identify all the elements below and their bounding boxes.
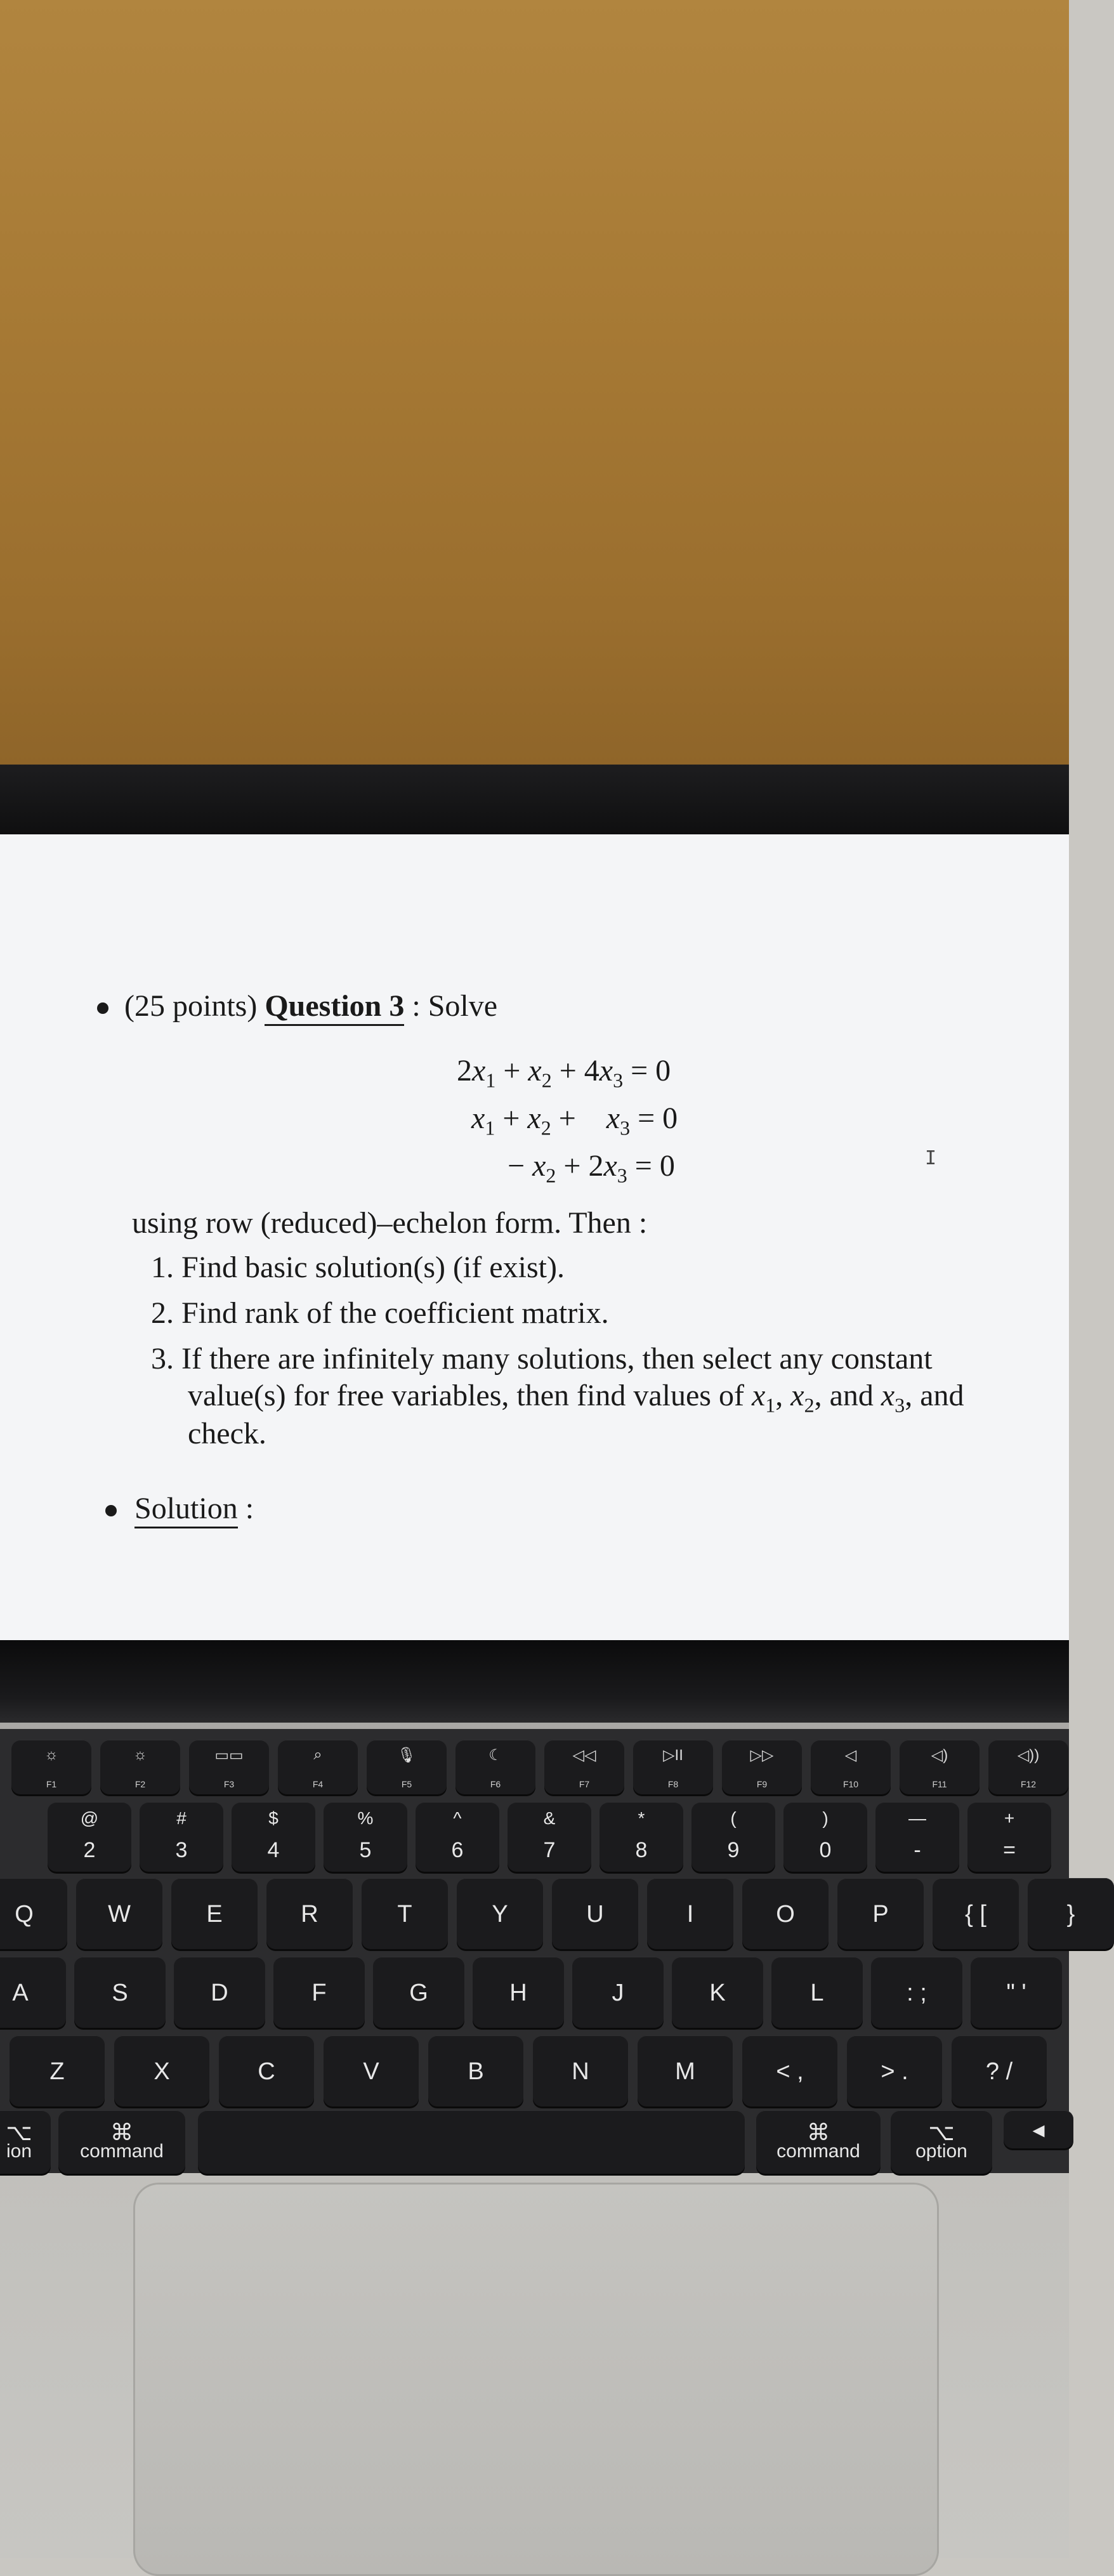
fn-icon-f8: ▷II — [663, 1747, 683, 1764]
fn-label-f1: F1 — [46, 1779, 57, 1789]
key-T[interactable] — [362, 1878, 448, 1949]
key-arrow-left[interactable] — [1004, 2110, 1073, 2148]
key-f11[interactable] — [900, 1740, 980, 1794]
task-3-line-1: 3. If there are infinitely many solutions, then select any constant — [151, 1342, 933, 1376]
key-label-a-1: S — [112, 1980, 128, 2006]
fn-label-f5: F5 — [401, 1779, 412, 1789]
key-f4[interactable] — [278, 1740, 358, 1794]
key-f1[interactable] — [11, 1740, 91, 1794]
key-label-a-6: J — [612, 1980, 624, 2006]
key-f2[interactable] — [100, 1740, 180, 1794]
key-top-8: ) — [822, 1808, 829, 1828]
key-bot-9: - — [914, 1838, 921, 1862]
fn-icon-f12: ◁)) — [1017, 1747, 1040, 1764]
key-f[interactable] — [273, 1957, 365, 2028]
key-3[interactable] — [140, 1802, 223, 1872]
key-h[interactable] — [473, 1957, 564, 2028]
key-label-z-1: X — [154, 2058, 170, 2085]
key-punct-a-10[interactable] — [971, 1957, 1062, 2028]
key-label-z-9: ? / — [985, 2058, 1013, 2085]
key-bot-2: 4 — [267, 1838, 280, 1862]
option-icon-right: ⌥ — [928, 2119, 955, 2145]
key-R[interactable] — [266, 1878, 353, 1949]
key-bot-4: 6 — [451, 1838, 464, 1862]
equation-1: $2x_1 + x_2 + 4x_3 = 0$ — [457, 1054, 671, 1092]
key-left-option[interactable] — [0, 2110, 51, 2174]
key-O[interactable] — [742, 1878, 829, 1949]
fn-icon-f5: 🎙 — [396, 1747, 417, 1764]
key-7[interactable] — [508, 1802, 591, 1872]
method-line: using row (reduced)–echelon form. Then : — [132, 1206, 648, 1240]
key-label-a-2: D — [211, 1980, 228, 2006]
left-option-label: ion — [6, 2141, 32, 2162]
key-label-q-3: R — [301, 1901, 318, 1928]
key-k[interactable] — [672, 1957, 763, 2028]
key-top-5: & — [543, 1808, 556, 1828]
key-label-q-7: I — [686, 1901, 694, 1928]
key-9[interactable] — [691, 1802, 775, 1872]
key-bot-0: 2 — [83, 1838, 96, 1862]
fn-label-f10: F10 — [842, 1779, 859, 1789]
fn-icon-f2: ☼ — [133, 1746, 147, 1763]
key-label-z-4: B — [468, 2058, 484, 2085]
key-punct-a-9[interactable] — [871, 1957, 962, 2028]
key-label-q-4: T — [397, 1901, 412, 1928]
key-z[interactable] — [10, 2035, 105, 2106]
fn-label-f2: F2 — [134, 1779, 146, 1789]
key-label-q-5: Y — [492, 1901, 508, 1928]
key-num-10[interactable] — [967, 1802, 1051, 1872]
solution-label: Solution — [134, 1492, 238, 1528]
key-bot-6: 8 — [635, 1838, 648, 1862]
key-top-10: + — [1004, 1808, 1015, 1828]
key-bot-1: 3 — [175, 1838, 188, 1862]
left-command-label: command — [80, 2141, 164, 2162]
option-icon-left: ⌥ — [6, 2119, 32, 2145]
key-label-a-7: K — [709, 1980, 726, 2006]
key-bot-7: 9 — [727, 1838, 740, 1862]
key-U[interactable] — [552, 1878, 638, 1949]
key-bot-8: 0 — [819, 1838, 832, 1862]
key-b[interactable] — [428, 2035, 523, 2106]
key-top-2: $ — [268, 1808, 278, 1828]
key-m[interactable] — [638, 2035, 733, 2106]
key-f9[interactable] — [722, 1740, 802, 1794]
key-label-q-2: E — [206, 1901, 223, 1928]
fn-icon-f6: ☾ — [488, 1747, 502, 1764]
key-f12[interactable] — [988, 1740, 1068, 1794]
key-bracket-10[interactable] — [933, 1878, 1019, 1949]
key-f7[interactable] — [544, 1740, 624, 1794]
right-command-label: command — [777, 2141, 860, 2162]
key-label-a-5: H — [509, 1980, 527, 2006]
key-label-a-9: : ; — [907, 1980, 927, 2006]
right-option-label: option — [915, 2141, 967, 2162]
key-label-q-8: O — [776, 1901, 795, 1928]
key-v[interactable] — [324, 2035, 419, 2106]
key-label-a-3: F — [311, 1980, 327, 2006]
fn-label-f11: F11 — [932, 1779, 947, 1789]
question-bullet — [97, 1002, 108, 1014]
key-top-4: ^ — [453, 1808, 462, 1828]
task-3-line-2: value(s) for free variables, then find values of $x_1$, $x_2$, and $x_3$, and — [188, 1379, 964, 1417]
key-d[interactable] — [174, 1957, 265, 2028]
key-c[interactable] — [219, 2035, 314, 2106]
key-label-z-6: M — [675, 2058, 695, 2085]
key-punct-z-8[interactable] — [847, 2035, 942, 2106]
key-label-q-10: { [ — [965, 1901, 986, 1928]
fn-icon-f7: ◁◁ — [572, 1747, 596, 1764]
fn-label-f3: F3 — [223, 1779, 235, 1789]
question-title: Question 3 — [265, 989, 404, 1026]
solution-colon: : — [245, 1492, 254, 1525]
key-W[interactable] — [76, 1878, 162, 1949]
key-right-command[interactable] — [756, 2110, 881, 2174]
key-label-a-10: " ' — [1006, 1980, 1026, 2006]
solve-word: : Solve — [412, 989, 498, 1023]
fn-icon-f4: ⌕ — [313, 1746, 322, 1763]
fn-label-f4: F4 — [312, 1779, 324, 1789]
arrow-left-icon: ◂ — [1032, 2117, 1045, 2143]
key-space[interactable] — [198, 2110, 745, 2174]
key-f5[interactable] — [367, 1740, 447, 1794]
command-icon-left: ⌘ — [110, 2119, 133, 2145]
key-Q[interactable] — [0, 1878, 67, 1949]
key-2[interactable] — [48, 1802, 131, 1872]
fn-icon-f9: ▷▷ — [750, 1747, 774, 1764]
command-icon-right: ⌘ — [807, 2119, 830, 2145]
key-I[interactable] — [647, 1878, 733, 1949]
key-top-0: @ — [80, 1808, 99, 1828]
key-punct-z-7[interactable] — [742, 2035, 837, 2106]
key-num-9[interactable] — [875, 1802, 959, 1872]
key-j[interactable] — [572, 1957, 664, 2028]
key-top-3: % — [357, 1808, 374, 1828]
key-label-a-4: G — [409, 1980, 428, 2006]
equation-3: − $x_2 + 2x_3 = 0$ — [508, 1149, 675, 1187]
key-label-a-8: L — [810, 1980, 824, 2006]
fn-label-f7: F7 — [579, 1779, 590, 1789]
fn-icon-f3: ▭▭ — [214, 1747, 244, 1764]
fn-label-f12: F12 — [1020, 1779, 1037, 1789]
key-top-1: # — [176, 1808, 187, 1828]
key-top-6: * — [638, 1808, 645, 1828]
key-[interactable] — [1028, 1878, 1114, 1949]
key-label-q-1: W — [108, 1901, 131, 1928]
points: (25 points) — [124, 989, 258, 1023]
fn-icon-f10: ◁ — [844, 1747, 857, 1764]
key-label-z-8: > . — [881, 2058, 908, 2085]
key-f10[interactable] — [811, 1740, 891, 1794]
key-bot-5: 7 — [543, 1838, 556, 1862]
key-x[interactable] — [114, 2035, 209, 2106]
task-3-line-3: check. — [188, 1417, 266, 1450]
fn-label-f9: F9 — [756, 1779, 768, 1789]
key-label-a-0: A — [12, 1980, 29, 2006]
key-Y[interactable] — [457, 1878, 543, 1949]
key-left-command[interactable] — [58, 2110, 185, 2174]
fn-label-f6: F6 — [490, 1779, 501, 1789]
task-1: 1. Find basic solution(s) (if exist). — [151, 1251, 565, 1284]
key-label-z-5: N — [572, 2058, 589, 2085]
equation-2: $x_1 + x_2 + x_3 = 0$ — [471, 1101, 678, 1140]
key-8[interactable] — [600, 1802, 683, 1872]
key-label-q-11: } — [1066, 1901, 1075, 1928]
key-g[interactable] — [373, 1957, 464, 2028]
key-label-z-0: Z — [49, 2058, 65, 2085]
key-f3[interactable] — [189, 1740, 269, 1794]
key-top-9: — — [908, 1808, 926, 1828]
solution-heading — [134, 1491, 254, 1526]
fn-label-f8: F8 — [667, 1779, 679, 1789]
key-f8[interactable] — [633, 1740, 713, 1794]
key-bot-10: = — [1003, 1838, 1016, 1862]
key-label-z-2: C — [258, 2058, 275, 2085]
question-header — [124, 989, 497, 1023]
key-5[interactable] — [324, 1802, 407, 1872]
key-E[interactable] — [171, 1878, 258, 1949]
key-6[interactable] — [416, 1802, 499, 1872]
key-top-7: ( — [730, 1808, 737, 1828]
fn-icon-f1: ☼ — [44, 1746, 58, 1763]
key-label-q-9: P — [872, 1901, 889, 1928]
key-label-q-0: Q — [15, 1901, 34, 1928]
key-punct-z-9[interactable] — [952, 2035, 1047, 2106]
key-a[interactable] — [0, 1957, 66, 2028]
text-cursor-icon: I — [925, 1147, 937, 1169]
key-l[interactable] — [771, 1957, 863, 2028]
task-2: 2. Find rank of the coefficient matrix. — [151, 1296, 609, 1330]
key-right-option[interactable] — [891, 2110, 992, 2174]
key-label-z-7: < , — [776, 2058, 804, 2085]
key-label-q-6: U — [586, 1901, 604, 1928]
solution-bullet — [105, 1505, 117, 1516]
key-bot-3: 5 — [359, 1838, 372, 1862]
key-n[interactable] — [533, 2035, 628, 2106]
key-4[interactable] — [232, 1802, 315, 1872]
key-num-8[interactable] — [783, 1802, 867, 1872]
key-label-z-3: V — [363, 2058, 379, 2085]
fn-icon-f11: ◁) — [931, 1747, 948, 1764]
key-P[interactable] — [837, 1878, 924, 1949]
key-f6[interactable] — [455, 1740, 535, 1794]
key-s[interactable] — [74, 1957, 166, 2028]
